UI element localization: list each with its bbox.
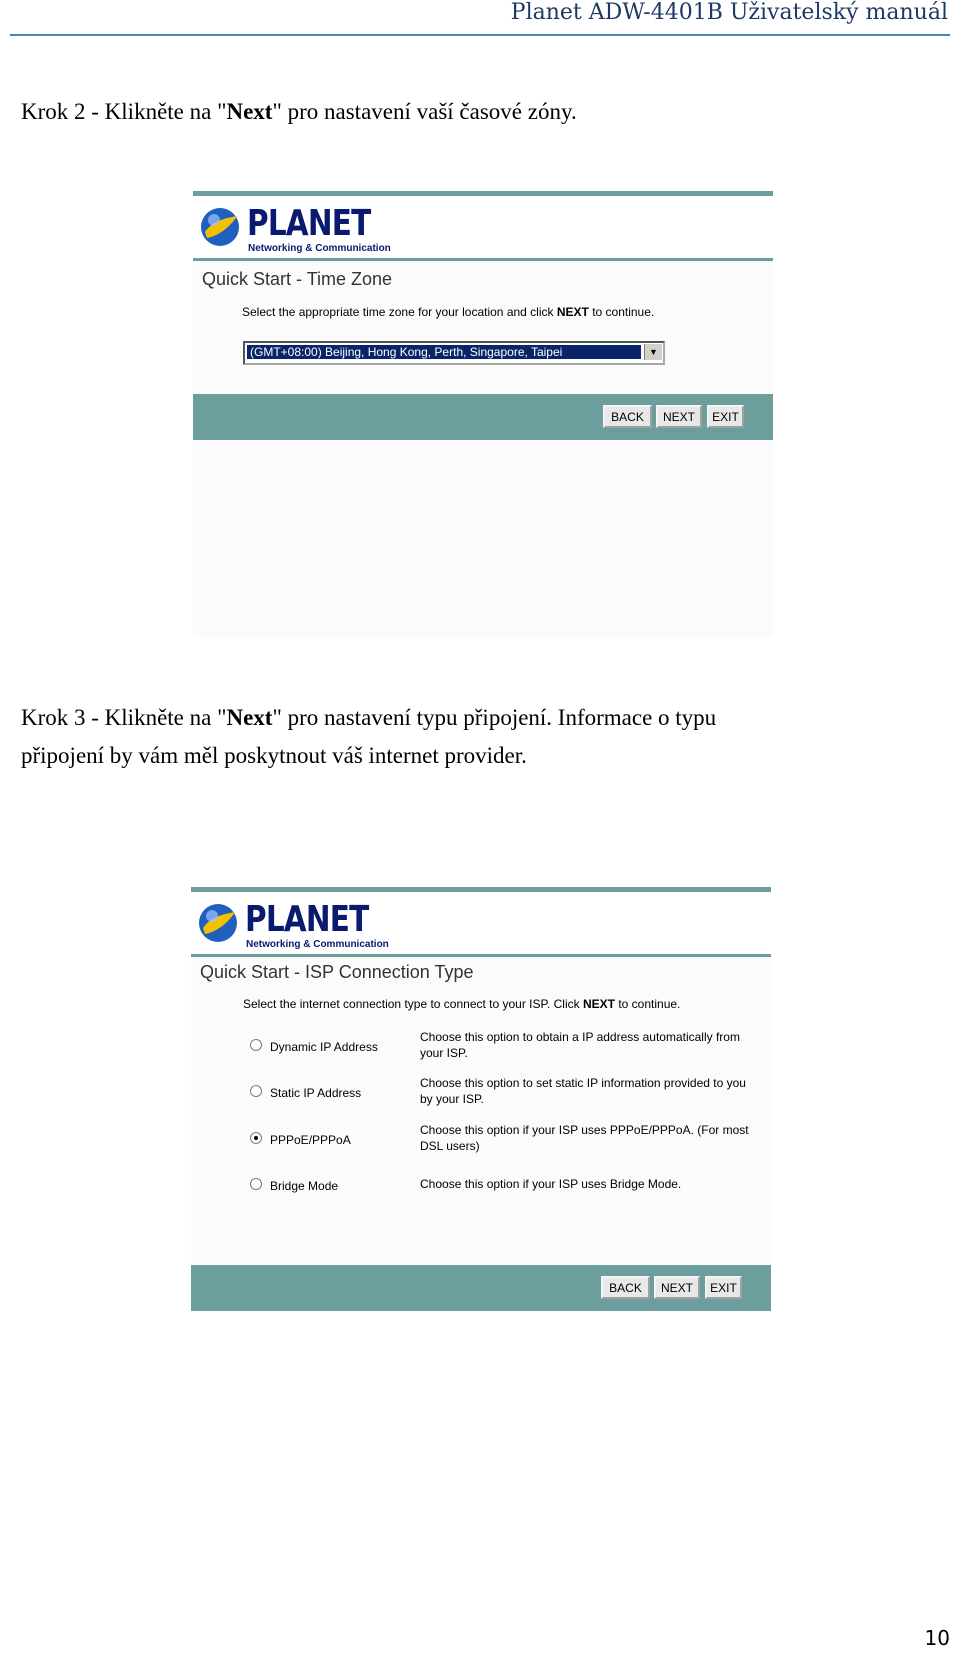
exit-button[interactable]: EXIT <box>707 405 744 428</box>
radio-bridge-mode[interactable] <box>250 1178 262 1190</box>
wizard-footer <box>193 394 773 440</box>
wizard-instruction <box>243 997 680 1011</box>
option-label: Static IP Address <box>270 1086 362 1100</box>
wizard-instruction <box>242 305 654 319</box>
step-2-bold: Next <box>226 99 273 124</box>
instruction-bold: NEXT <box>556 305 589 319</box>
chevron-down-icon[interactable]: ▼ <box>644 344 662 360</box>
next-button[interactable]: NEXT <box>654 1276 700 1299</box>
step-3-suffix: " pro nastavení typu připojení. Informace o typu <box>272 705 717 730</box>
option-description: Choose this option if your ISP uses PPPoE/PPPoA. (For most DSL users) <box>420 1123 749 1153</box>
option-label: Dynamic IP Address <box>270 1040 378 1054</box>
radio-dynamic-ip[interactable] <box>250 1039 262 1051</box>
option-description: Choose this option to set static IP information provided to you by your ISP. <box>420 1076 746 1106</box>
back-button[interactable]: BACK <box>603 405 652 428</box>
screenshot-time-zone <box>193 191 773 637</box>
step-3-prefix: Krok 3 - Klikněte na " <box>21 705 227 730</box>
brand-tagline: Networking & Communication <box>246 939 389 950</box>
option-description: Choose this option to obtain a IP address automatically from your ISP. <box>420 1030 740 1060</box>
brand-tagline: Networking & Communication <box>248 243 391 254</box>
planet-globe-icon <box>197 902 239 944</box>
instruction-prefix: Select the appropriate time zone for your location and click <box>242 305 557 319</box>
option-label: Bridge Mode <box>270 1179 339 1193</box>
document-header <box>10 0 950 36</box>
instruction-suffix: to continue. <box>615 997 681 1011</box>
instruction-suffix: to continue. <box>588 305 655 319</box>
radio-static-ip[interactable] <box>250 1085 262 1097</box>
step-3-line-2: připojení by vám měl poskytnout váš internet provider. <box>21 743 527 768</box>
radio-pppoe[interactable] <box>250 1132 262 1144</box>
step-2-suffix: " pro nastavení vaší časové zóny. <box>272 99 577 124</box>
step-3-text <box>21 699 716 775</box>
screenshot-isp-connection-type <box>191 887 771 1312</box>
instruction-bold: NEXT <box>582 997 615 1011</box>
back-button[interactable]: BACK <box>601 1276 650 1299</box>
timezone-selected-value: (GMT+08:00) Beijing, Hong Kong, Perth, Singapore, Taipei <box>247 345 641 359</box>
next-button[interactable]: NEXT <box>656 405 702 428</box>
exit-button[interactable]: EXIT <box>705 1276 742 1299</box>
wizard-footer <box>191 1265 771 1311</box>
option-description: Choose this option if your ISP uses Bridge Mode. <box>420 1177 682 1191</box>
option-label: PPPoE/PPPoA <box>270 1133 351 1147</box>
logo-banner <box>191 892 771 957</box>
instruction-prefix: Select the internet connection type to connect to your ISP. Click <box>243 997 583 1011</box>
brand-name: PLANET <box>245 899 369 940</box>
wizard-title: Quick Start - ISP Connection Type <box>200 962 474 982</box>
step-2-text <box>21 93 577 131</box>
timezone-select[interactable] <box>243 341 665 365</box>
page-number: 10 <box>924 1626 950 1650</box>
planet-globe-icon <box>199 206 241 248</box>
brand-name: PLANET <box>247 203 371 244</box>
wizard-title: Quick Start - Time Zone <box>202 269 393 289</box>
step-3-bold: Next <box>226 705 273 730</box>
document-header-title: Planet ADW-4401B Uživatelský manuál <box>510 0 948 25</box>
logo-banner <box>193 196 773 261</box>
step-3-line-1 <box>21 699 716 737</box>
step-2-prefix: Krok 2 - Klikněte na " <box>21 99 227 124</box>
